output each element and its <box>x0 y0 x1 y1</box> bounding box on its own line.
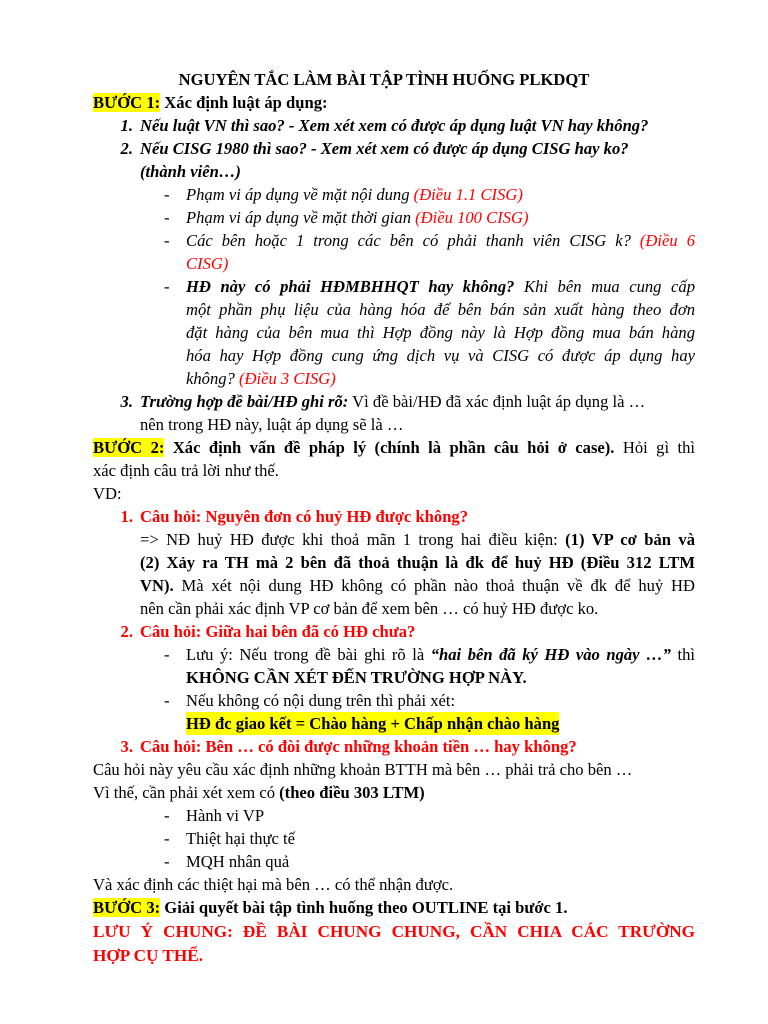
q3-num: 3. <box>120 737 133 756</box>
step1-dash4-line5: không? (Điều 3 CISG) <box>186 369 336 388</box>
q2-dash1-line1: Lưu ý: Nếu trong đề bài ghi rõ là “hai bên đã ký HĐ vào ngày …” thì <box>186 645 696 664</box>
vd-label: VD: <box>93 484 122 503</box>
dash-marker: - <box>164 231 170 250</box>
step1-dash1-ref: (Điều 1.1 CISG) <box>413 185 523 204</box>
step3-heading: BƯỚC 3: Giải quyết bài tập tình huống theo OUTLINE tại bước 1. <box>93 898 568 917</box>
step1-item2-line1: Nếu CISG 1980 thì sao? - Xem xét xem có được áp dụng CISG hay ko? <box>140 139 629 158</box>
step1-dash3-line2: CISG) <box>186 254 229 273</box>
dash-marker: - <box>164 691 170 710</box>
q2-dash1-line2: KHÔNG CẦN XÉT ĐẾN TRƯỜNG HỢP NÀY. <box>186 668 527 687</box>
page-title: NGUYÊN TẮC LÀM BÀI TẬP TÌNH HUỐNG PLKDQT <box>178 70 590 89</box>
step1-item1-text: Nếu luật VN thì sao? - Xem xét xem có được áp dụng luật VN hay không? <box>140 116 649 135</box>
step3-label: BƯỚC 3: <box>93 898 161 917</box>
q2-num: 2. <box>120 622 133 641</box>
step1-item3-num: 3. <box>120 392 133 411</box>
step1-dash4-line4: hóa hay Hợp đồng cung ứng dịch vụ và CISG có được áp dụng hay <box>186 346 695 365</box>
step2-heading: BƯỚC 2: Xác định vấn đề pháp lý (chính là phần câu hỏi ở case). Hỏi gì thì <box>93 438 695 457</box>
q3-dash1: Hành vi VP <box>186 806 265 825</box>
q1-answer-line3: VN). Mà xét nội dung HĐ không có phần nào thoả thuận về đk để huỷ HĐ <box>140 576 695 595</box>
q1-answer-line1: => NĐ huỷ HĐ được khi thoả mãn 1 trong hai điều kiện: (1) VP cơ bản và <box>140 530 695 549</box>
q1-num: 1. <box>120 507 133 526</box>
step1-text: Xác định luật áp dụng: <box>164 93 328 112</box>
q2-text: Câu hỏi: Giữa hai bên đã có HĐ chưa? <box>140 622 416 641</box>
step1-item2-num: 2. <box>120 139 133 158</box>
general-note-line2: HỢP CỤ THỂ. <box>93 946 203 965</box>
step1-item1-num: 1. <box>120 116 133 135</box>
step1-dash3-line1: Các bên hoặc 1 trong các bên có phải thanh viên CISG k? (Điều 6 <box>186 231 695 250</box>
general-note-line1: LƯU Ý CHUNG: ĐỀ BÀI CHUNG CHUNG, CẦN CHIA CÁC TRƯỜNG <box>93 922 695 941</box>
step1-label: BƯỚC 1: <box>93 93 161 112</box>
step2-line2: xác định câu trả lời như thế. <box>93 461 279 480</box>
dash-marker: - <box>164 806 170 825</box>
step1-dash2-ref: (Điều 100 CISG) <box>415 208 529 227</box>
step1-dash4-line3: đặt hàng của bên mua thì Hợp đồng này là Hợp đồng mua bán hàng <box>186 323 695 342</box>
q1-text: Câu hỏi: Nguyên đơn có huỷ HĐ được không? <box>140 507 469 526</box>
step2-label: BƯỚC 2: <box>93 438 165 457</box>
step1-dash4-line1: HĐ này có phải HĐMBHHQT hay không? Khi bên mua cung cấp <box>186 277 696 296</box>
step1-dash4-line2: một phần phụ liệu của hàng hóa để bên bán sản xuất hàng theo đơn <box>186 300 695 319</box>
step1-dash1: Phạm vi áp dụng về mặt nội dung (Điều 1.1 CISG) <box>186 185 523 204</box>
dash-marker: - <box>164 185 170 204</box>
q3-dash3: MQH nhân quả <box>186 852 290 871</box>
step1-dash2: Phạm vi áp dụng về mặt thời gian (Điều 100 CISG) <box>186 208 529 227</box>
step1-heading <box>93 91 328 114</box>
step1-item3-line1: Trường hợp đề bài/HĐ ghi rõ: Vì đề bài/HĐ đã xác định luật áp dụng là … <box>140 392 646 411</box>
step1-dash4-ref: (Điều 3 CISG) <box>239 369 336 388</box>
q3-para1: Câu hỏi này yêu cầu xác định những khoản BTTH mà bên … phải trả cho bên … <box>93 760 633 779</box>
q2-highlight: HĐ đc giao kết = Chào hàng + Chấp nhận chào hàng <box>186 714 560 733</box>
dash-marker: - <box>164 208 170 227</box>
dash-marker: - <box>164 852 170 871</box>
q2-dash2: Nếu không có nội dung trên thì phải xét: <box>186 691 456 710</box>
q3-para3: Và xác định các thiệt hại mà bên … có thể nhận được. <box>93 875 454 894</box>
dash-marker: - <box>164 277 170 296</box>
q1-answer-line2: (2) Xảy ra TH mà 2 bên đã thoả thuận là đk để huỷ HĐ (Điều 312 LTM <box>140 553 695 572</box>
q3-para2: Vì thế, cần phải xét xem có (theo điều 303 LTM) <box>93 783 425 802</box>
q1-answer-line4: nên cần phải xác định VP cơ bản để xem bên … có huỷ HĐ được ko. <box>140 599 599 618</box>
dash-marker: - <box>164 829 170 848</box>
step1-item3-line2: nên trong HĐ này, luật áp dụng sẽ là … <box>140 415 404 434</box>
dash-marker: - <box>164 645 170 664</box>
q3-text: Câu hỏi: Bên … có đòi được những khoản tiền … hay không? <box>140 737 577 756</box>
q3-dash2: Thiệt hại thực tế <box>186 829 295 848</box>
step1-item2-line2: (thành viên…) <box>140 162 241 181</box>
